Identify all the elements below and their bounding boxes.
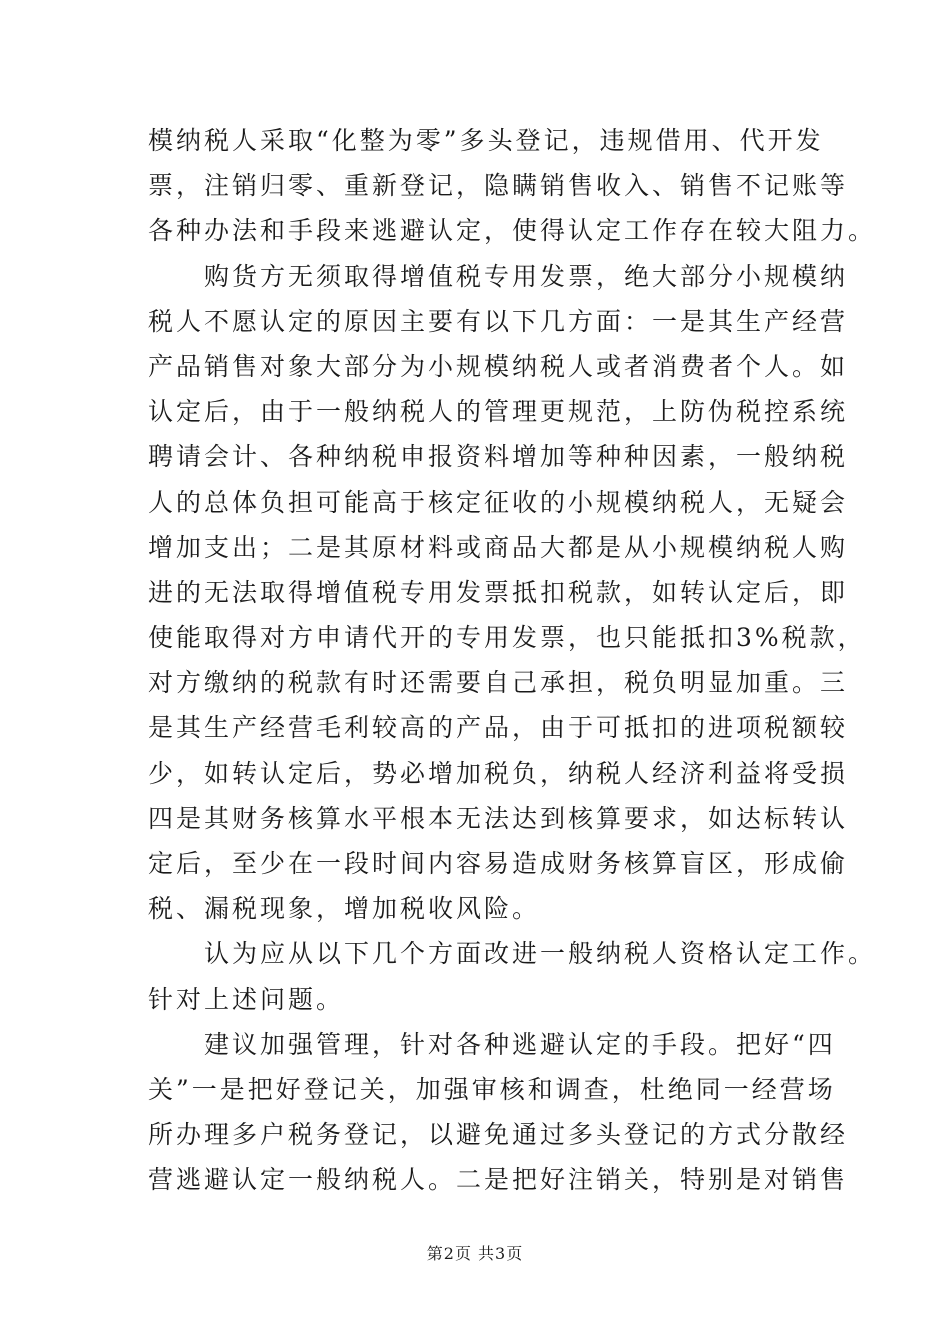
text-line: 人的总体负担可能高于核定征收的小规模纳税人，无疑会 xyxy=(148,487,849,517)
text-line: 各种办法和手段来逃避认定，使得认定工作存在较大阻力。 xyxy=(148,216,877,246)
text-line: 是其生产经营毛利较高的产品，由于可抵扣的进项税额较 xyxy=(148,713,849,743)
text-line: 税人不愿认定的原因主要有以下几方面：一是其生产经营 xyxy=(148,306,849,336)
text-line: 使能取得对方申请代开的专用发票，也只能抵扣3%税款， xyxy=(148,623,866,653)
text-line: 税、漏税现象，增加税收风险。 xyxy=(148,894,541,924)
text-line: 认定后，由于一般纳税人的管理更规范，上防伪税控系统 xyxy=(148,397,849,427)
text-line: 所办理多户税务登记，以避免通过多头登记的方式分散经 xyxy=(148,1120,849,1150)
text-line: 聘请会计、各种纳税申报资料增加等种种因素，一般纳税 xyxy=(148,442,849,472)
text-line: 购货方无须取得增值税专用发票，绝大部分小规模纳 xyxy=(204,261,849,291)
page-number-footer: 第2页 共3页 xyxy=(426,1244,524,1263)
text-line: 认为应从以下几个方面改进一般纳税人资格认定工作。 xyxy=(204,939,877,969)
text-line: 对方缴纳的税款有时还需要自己承担，税负明显加重。三 xyxy=(148,668,849,698)
text-line: 产品销售对象大部分为小规模纳税人或者消费者个人。如 xyxy=(148,351,849,381)
text-line: 针对上述问题。 xyxy=(148,984,345,1014)
text-line: 少，如转认定后，势必增加税负，纳税人经济利益将受损 xyxy=(148,758,849,788)
text-line: 票，注销归零、重新登记，隐瞒销售收入、销售不记账等 xyxy=(148,171,849,201)
text-line: 模纳税人采取“化整为零”多头登记，违规借用、代开发 xyxy=(148,126,824,155)
text-line: 进的无法取得增值税专用发票抵扣税款，如转认定后，即 xyxy=(148,577,849,607)
body-text xyxy=(148,118,877,1203)
text-line: 增加支出；二是其原材料或商品大都是从小规模纳税人购 xyxy=(148,532,849,562)
text-line: 关”一是把好登记关，加强审核和调查，杜绝同一经营场 xyxy=(148,1074,836,1104)
text-line: 营逃避认定一般纳税人。二是把好注销关，特别是对销售 xyxy=(148,1165,849,1195)
text-line: 建议加强管理，针对各种逃避认定的手段。把好“四 xyxy=(204,1029,836,1059)
text-line: 四是其财务核算水平根本无法达到核算要求，如达标转认 xyxy=(148,803,849,833)
text-line: 定后，至少在一段时间内容易造成财务核算盲区，形成偷 xyxy=(148,849,849,878)
